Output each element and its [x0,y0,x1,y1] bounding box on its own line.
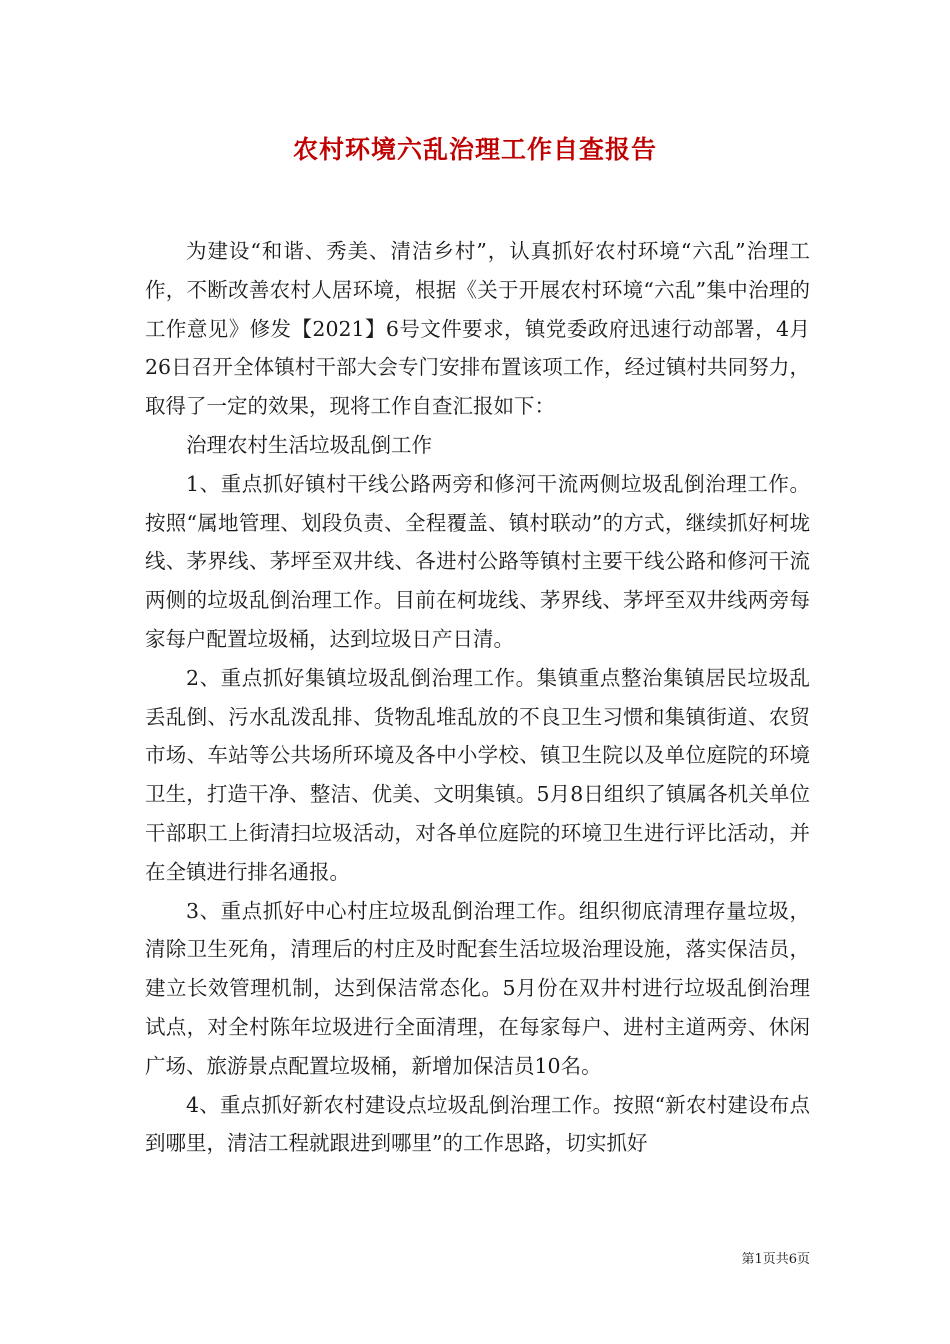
section-heading: 治理农村生活垃圾乱倒工作 [186,432,432,457]
paragraph-item-2: 2、重点抓好集镇垃圾乱倒治理工作。集镇重点整治集镇居民垃圾乱丢乱倒、污水乱泼乱排、货物乱堆乱放的不良卫生习惯和集镇街道、农贸市场、车站等公共场所环境及各中小学校、镇卫生院以及单位庭院的环境卫生，打造干净、整洁、优美、文明集镇。5月8日组织了镇属各机关单位干部职工上街清扫垃圾活动，对各单位庭院的环境卫生进行评比活动，并在全镇进行排名通报。 [145,665,810,884]
document-title: 农村环境六乱治理工作自查报告 [292,135,657,164]
page-number: 第1页共6页 [741,1252,810,1267]
paragraph-item-3: 3、重点抓好中心村庄垃圾乱倒治理工作。组织彻底清理存量垃圾，清除卫生死角，清理后的村庄及时配套生活垃圾治理设施，落实保洁员，建立长效管理机制，达到保洁常态化。5月份在双井村进行垃圾乱倒治理试点，对全村陈年垃圾进行全面清理，在每家每户、进村主道两旁、休闲广场、旅游景点配置垃圾桶，新增加保洁员10名。 [145,898,810,1078]
paragraph-item-1: 1、重点抓好镇村干线公路两旁和修河干流两侧垃圾乱倒治理工作。按照“属地管理、划段负责、全程覆盖、镇村联动”的方式，继续抓好柯垅线、茅界线、茅坪至双井线、各进村公路等镇村主要干线公路和修河干流两侧的垃圾乱倒治理工作。目前在柯垅线、茅界线、茅坪至双井线两旁每家每户配置垃圾桶，达到垃圾日产日清。 [145,471,810,651]
paragraph-item-4: 4、重点抓好新农村建设点垃圾乱倒治理工作。按照“新农村建设布点到哪里，清洁工程就跟进到哪里”的工作思路，切实抓好 [145,1092,810,1156]
paragraph-intro: 为建设“和谐、秀美、清洁乡村”，认真抓好农村环境“六乱”治理工作，不断改善农村人居环境，根据《关于开展农村环境“六乱”集中治理的工作意见》修发【2021】6号文件要求，镇党委政府迅速行动部署，4月26日召开全体镇村干部大会专门安排布置该项工作，经过镇村共同努力，取得了一定的效果，现将工作自查汇报如下： [145,239,810,419]
document-body [145,232,810,1163]
